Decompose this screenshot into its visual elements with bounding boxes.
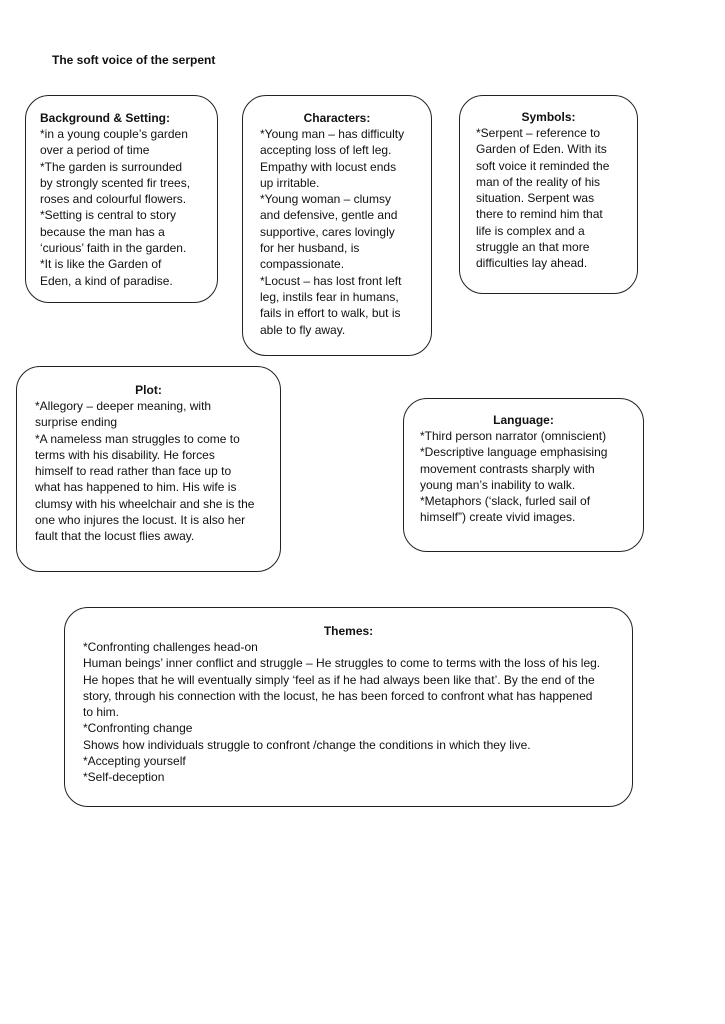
plot-line: one who injures the locust. It is also her — [35, 513, 246, 528]
themes-box — [64, 607, 633, 807]
symbols-line: situation. Serpent was — [476, 191, 595, 206]
themes-line: He hopes that he will eventually simply ‘feel as if he had always been like that’. By the end of the — [83, 672, 595, 687]
plot-box — [16, 366, 281, 572]
language-line: *Metaphors (‘slack, furled sail of — [420, 494, 591, 509]
characters-line: *Young man – has difficulty — [260, 127, 405, 141]
language-line: *Descriptive language emphasising — [420, 445, 608, 460]
background-setting-line: by strongly scented fir trees, — [40, 175, 191, 190]
plot-line: what has happened to him. His wife is — [35, 480, 237, 495]
symbols-line: struggle an that more — [476, 240, 590, 255]
symbols-line: *Serpent – reference to — [476, 126, 601, 140]
characters-line: accepting loss of left leg. — [260, 143, 392, 158]
plot-line: terms with his disability. He forces — [35, 447, 215, 462]
plot-heading: Plot: — [135, 383, 162, 397]
language-box — [403, 398, 644, 552]
characters-line: fails in effort to walk, but is — [260, 306, 401, 321]
background-setting-line: *The garden is surrounded — [40, 159, 183, 174]
characters-line: *Locust – has lost front left — [260, 273, 402, 288]
characters-line: and defensive, gentle and — [260, 208, 398, 223]
plot-line: fault that the locust flies away. — [35, 529, 195, 544]
themes-line: *Confronting challenges head-on — [83, 640, 258, 654]
characters-heading: Characters: — [303, 111, 371, 125]
language-line: young man’s inability to walk. — [420, 477, 576, 492]
plot-line: surprise ending — [35, 415, 118, 430]
themes-line: story, through his connection with the locust, he has been forced to confront what has happened — [83, 688, 593, 703]
symbols-line: Garden of Eden. With its — [476, 142, 607, 157]
themes-line: Shows how individuals struggle to confront /change the conditions in which they live. — [83, 737, 531, 752]
language-line: *Third person narrator (omniscient) — [420, 429, 607, 443]
symbols-line: there to remind him that — [476, 207, 603, 222]
themes-heading: Themes: — [323, 624, 374, 638]
themes-line: Human beings’ inner conflict and struggle – He struggles to come to terms with the loss of his leg. — [83, 656, 601, 671]
background-setting-line: *Setting is central to story — [40, 208, 177, 223]
characters-line: compassionate. — [260, 257, 345, 272]
themes-line: *Accepting yourself — [83, 754, 186, 769]
themes-line: *Confronting change — [83, 721, 193, 736]
symbols-line: difficulties lay ahead. — [476, 256, 588, 271]
plot-line: clumsy with his wheelchair and she is the — [35, 496, 255, 511]
background-setting-line: ‘curious’ faith in the garden. — [40, 241, 187, 256]
themes-line: to him. — [83, 705, 120, 720]
characters-line: able to fly away. — [260, 322, 346, 337]
characters-line: Empathy with locust ends — [260, 159, 397, 174]
characters-box — [242, 95, 432, 356]
page-title: The soft voice of the serpent — [52, 53, 216, 67]
background-setting-heading: Background & Setting: — [40, 111, 171, 125]
background-setting-line: *It is like the Garden of — [40, 257, 162, 272]
symbols-heading: Symbols: — [521, 110, 576, 124]
background-setting-line: Eden, a kind of paradise. — [40, 273, 173, 288]
plot-line: *A nameless man struggles to come to — [35, 431, 240, 446]
symbols-line: man of the reality of his — [476, 174, 601, 189]
background-setting-box — [25, 95, 218, 303]
background-setting-line: roses and colourful flowers. — [40, 192, 187, 207]
language-line: himself”) create vivid images. — [420, 510, 576, 525]
symbols-line: soft voice it reminded the — [476, 158, 610, 173]
characters-line: *Young woman – clumsy — [260, 192, 391, 207]
plot-line: himself to read rather than face up to — [35, 464, 232, 479]
characters-line: leg, instils fear in humans, — [260, 289, 399, 304]
themes-line: *Self-deception — [83, 770, 165, 785]
language-line: movement contrasts sharply with — [420, 461, 595, 476]
symbols-line: life is complex and a — [476, 223, 585, 238]
characters-line: up irritable. — [260, 175, 320, 190]
background-setting-line: because the man has a — [40, 224, 165, 239]
characters-line: for her husband, is — [260, 241, 360, 256]
symbols-box — [459, 95, 638, 294]
characters-line: supportive, cares lovingly — [260, 224, 395, 239]
background-setting-line: *in a young couple’s garden — [40, 127, 188, 141]
background-setting-line: over a period of time — [40, 143, 150, 158]
plot-line: *Allegory – deeper meaning, with — [35, 399, 212, 413]
language-heading: Language: — [493, 413, 554, 427]
